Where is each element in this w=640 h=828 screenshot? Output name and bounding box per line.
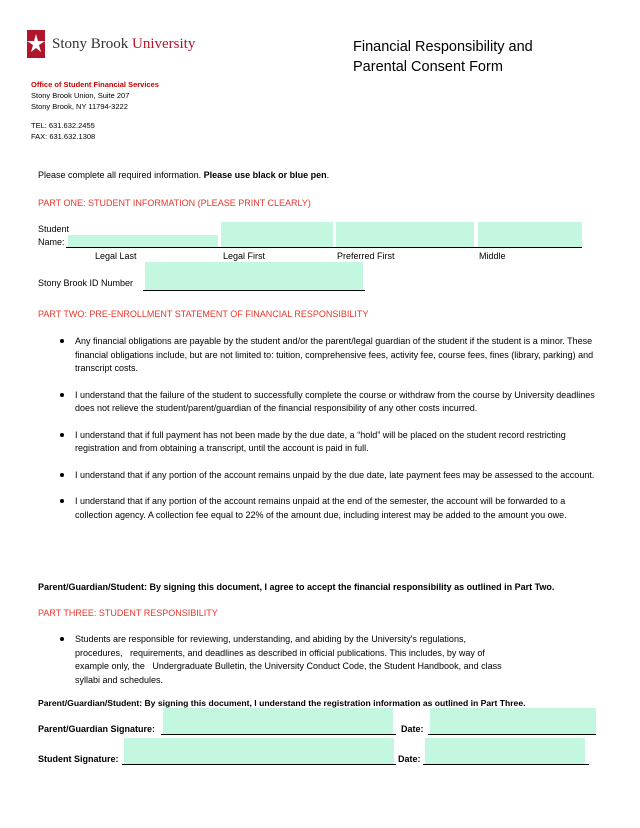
office-name: Office of Student Financial Services bbox=[31, 80, 159, 89]
student-signature-label: Student Signature: bbox=[38, 754, 119, 764]
student-label: Student bbox=[38, 224, 70, 234]
preferred-first-input[interactable] bbox=[336, 222, 474, 247]
bullet-icon bbox=[60, 637, 64, 641]
parent-signature-label: Parent/Guardian Signature: bbox=[38, 724, 156, 734]
part-two-agreement: Parent/Guardian/Student: By signing this document, I agree to accept the financial responsibility as outlined in Part Two. bbox=[38, 582, 555, 592]
bullet-line: example only, the Undergraduate Bulletin, the University Conduct Code, the Student Handbook, and class bbox=[75, 661, 502, 671]
list-item bbox=[60, 633, 600, 687]
preferred-first-label: Preferred First bbox=[337, 251, 395, 261]
bullet-text: I understand that if full payment has not been made by the due date, a “hold” will be placed on the student record restricting registration and from obtaining a transcript, until the account is paid in full. bbox=[75, 429, 566, 453]
form-title-line2: Parental Consent Form bbox=[353, 59, 503, 75]
bullet-icon bbox=[60, 499, 64, 503]
id-number-underline bbox=[143, 290, 365, 291]
bullet-line: Students are responsible for reviewing, understanding, and abiding by the University's regulations, bbox=[75, 634, 466, 644]
id-number-label: Stony Brook ID Number bbox=[38, 278, 134, 288]
intro-emphasis: Please use black or blue pen bbox=[203, 170, 327, 180]
name-underline bbox=[66, 247, 582, 248]
parent-date-underline bbox=[428, 734, 596, 735]
part-three-agreement: Parent/Guardian/Student: By signing this document, I understand the registration information as outlined in Part Three. bbox=[38, 698, 526, 708]
student-date-underline bbox=[423, 764, 589, 765]
office-tel: TEL: 631.632.2455 bbox=[31, 121, 95, 130]
bullet-icon bbox=[60, 433, 64, 437]
form-title bbox=[353, 37, 533, 77]
office-address-line1: Stony Brook Union, Suite 207 bbox=[31, 91, 130, 100]
id-number-input[interactable] bbox=[145, 262, 363, 290]
form-title-line1: Financial Responsibility and bbox=[353, 39, 533, 55]
bullet-text: Any financial obligations are payable by the student and/or the parent/legal guardian of the student if the student is a minor. These financial obligations include, but are not limited to: tuition, comprehensive fees, activity fee, course fees, fines (library, parking) and transcript costs. bbox=[75, 336, 594, 373]
legal-last-input[interactable] bbox=[68, 235, 218, 247]
list-item bbox=[60, 495, 600, 522]
student-date-field[interactable] bbox=[425, 738, 585, 764]
part-two-heading: PART TWO: PRE-ENROLLMENT STATEMENT OF FINANCIAL RESPONSIBILITY bbox=[38, 309, 369, 319]
intro-end: . bbox=[326, 170, 330, 180]
legal-first-label: Legal First bbox=[223, 251, 266, 261]
student-date-label: Date: bbox=[398, 754, 421, 764]
bullet-text: I understand that if any portion of the account remains unpaid by the due date, late payment fees may be assessed to the account. bbox=[75, 469, 595, 480]
list-item bbox=[60, 389, 600, 416]
parent-date-label: Date: bbox=[401, 724, 424, 734]
parent-date-field[interactable] bbox=[430, 708, 596, 734]
university-name bbox=[52, 36, 195, 53]
part-three-heading: PART THREE: STUDENT RESPONSIBILITY bbox=[38, 608, 218, 618]
legal-last-label: Legal Last bbox=[95, 251, 137, 261]
office-address bbox=[31, 79, 159, 112]
student-signature-field[interactable] bbox=[124, 738, 394, 764]
part-two-bullets bbox=[60, 335, 600, 522]
intro-plain: Please complete all required information. bbox=[38, 170, 204, 180]
bullet-icon bbox=[60, 393, 64, 397]
bullet-line: syllabi and schedules. bbox=[75, 674, 164, 685]
part-one-heading: PART ONE: STUDENT INFORMATION (PLEASE PRINT CLEARLY) bbox=[38, 198, 311, 208]
middle-name-input[interactable] bbox=[478, 222, 582, 247]
parent-signature-field[interactable] bbox=[163, 708, 393, 734]
star-shield-icon bbox=[27, 30, 49, 60]
university-name-main: Stony Brook bbox=[52, 36, 129, 52]
parent-signature-underline bbox=[161, 734, 396, 735]
part-three-bullets bbox=[60, 633, 600, 687]
office-address-line2: Stony Brook, NY 11794-3222 bbox=[31, 102, 128, 111]
bullet-icon bbox=[60, 473, 64, 477]
legal-first-input[interactable] bbox=[221, 222, 333, 247]
university-name-accent: University bbox=[132, 36, 196, 52]
student-signature-underline bbox=[122, 764, 396, 765]
list-item bbox=[60, 469, 600, 483]
name-label: Name: bbox=[38, 237, 65, 247]
intro-text bbox=[38, 170, 329, 180]
office-contact bbox=[31, 120, 95, 142]
bullet-text: I understand that the failure of the student to successfully complete the course or withdraw from the course by University deadlines does not relieve the student/parent/guardian of the financial responsibility of any other costs incurred. bbox=[75, 389, 595, 413]
list-item bbox=[60, 335, 600, 376]
list-item bbox=[60, 429, 600, 456]
bullet-icon bbox=[60, 339, 64, 343]
office-fax: FAX: 631.632.1308 bbox=[31, 132, 96, 141]
middle-label: Middle bbox=[479, 251, 506, 261]
bullet-line: procedures, requirements, and deadlines as described in official publications. This includes, by way of bbox=[75, 647, 485, 658]
bullet-text: I understand that if any portion of the account remains unpaid at the end of the semester, the account will be forwarded to a collection agency. A collection fee equal to 22% of the amount due, including interest may be added to the amount you owe. bbox=[75, 496, 567, 520]
